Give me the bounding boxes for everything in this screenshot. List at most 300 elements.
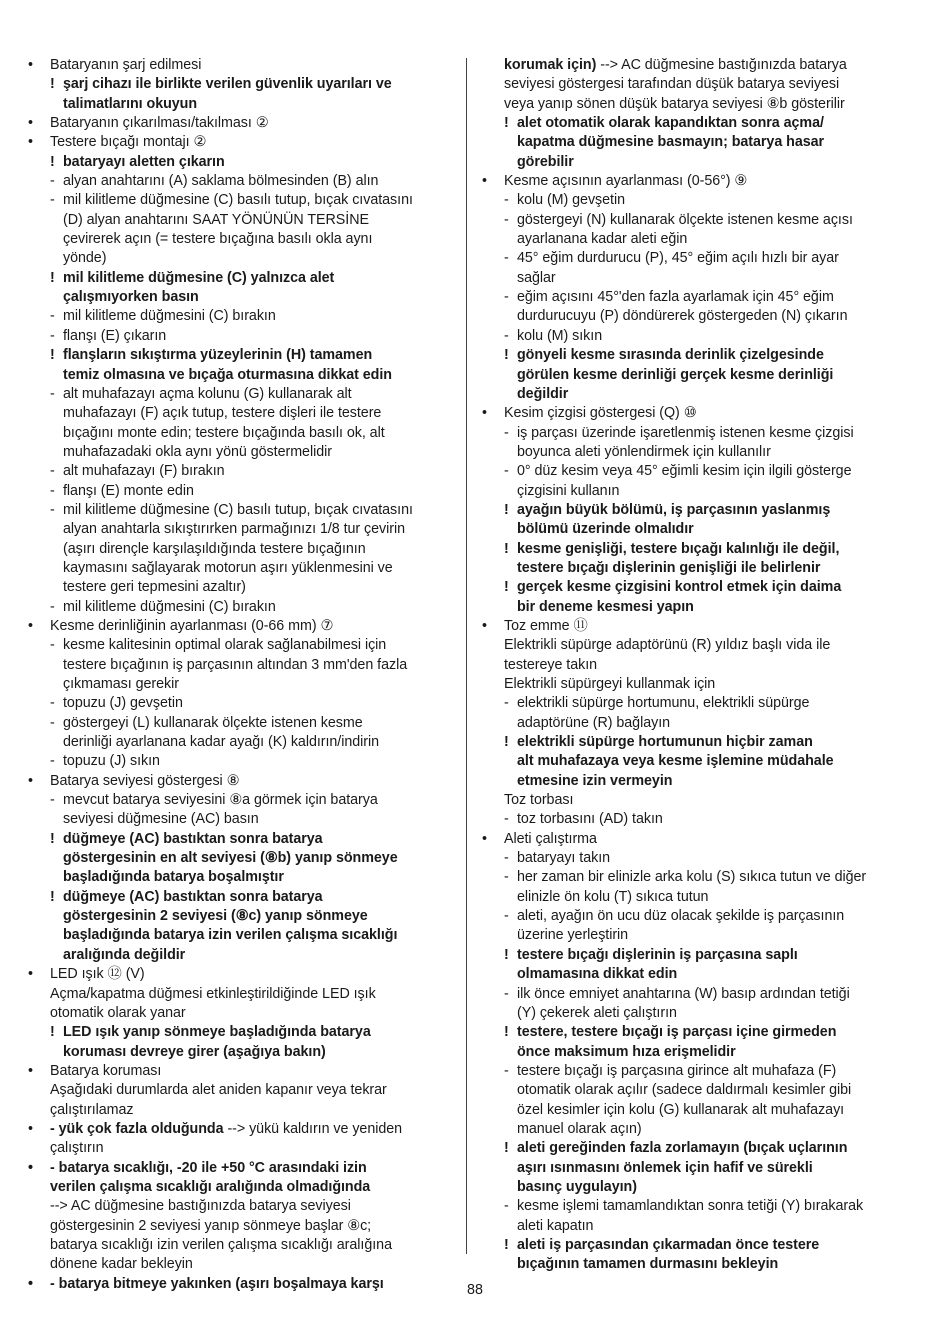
dash-marker: -	[504, 695, 509, 712]
bullet-item	[28, 114, 454, 133]
warning-continuation	[28, 288, 454, 307]
line-text: LED ışık ⑫ (V)	[50, 966, 145, 983]
line-text: mil kilitleme düğmesine (C) yalnızca alet	[63, 269, 335, 286]
warning-continuation	[482, 559, 912, 578]
dash-continuation	[28, 559, 454, 578]
line-text: Bataryanın çıkarılması/takılması ②	[50, 115, 269, 132]
line-text: mil kilitleme düğmesine (C) basılı tutup, bıçak cıvatasını	[63, 192, 413, 209]
dash-item	[482, 249, 912, 268]
dash-item	[28, 791, 454, 810]
dash-item	[482, 907, 912, 926]
left-column	[28, 56, 454, 1294]
line-text: Batarya koruması	[50, 1062, 162, 1079]
warning-continuation	[28, 95, 454, 114]
dash-item	[482, 191, 912, 210]
bullet-item	[482, 830, 912, 849]
line-text: aleti kapatın	[517, 1217, 594, 1234]
warning-continuation	[482, 133, 912, 152]
dash-continuation	[482, 443, 912, 462]
warning-marker: !	[50, 830, 55, 847]
dash-item	[28, 694, 454, 713]
normal-run: --> AC düğmesine bastığınızda batarya	[596, 57, 847, 73]
line-text: veya yanıp sönen düşük batarya seviyesi ⑧b gösterilir	[504, 95, 845, 112]
dash-item	[482, 327, 912, 346]
line-text: her zaman bir elinizle arka kolu (S) sıkıca tutun ve diğer	[517, 869, 867, 886]
mixed-text-line	[482, 56, 912, 75]
line-text: ayarlanana kadar aleti eğin	[517, 231, 688, 248]
dash-marker: -	[50, 792, 55, 809]
dash-marker: -	[504, 211, 509, 228]
line-text: Batarya seviyesi göstergesi ⑧	[50, 772, 240, 789]
warning-continuation	[28, 907, 454, 926]
warning-item	[28, 153, 454, 172]
bullet-item	[28, 133, 454, 152]
line-text: kapatma düğmesine basmayın; batarya hasar	[517, 134, 825, 151]
bullet-marker: •	[28, 134, 33, 151]
dash-marker: -	[504, 424, 509, 441]
line-text: verilen çalışma sıcaklığı aralığında olmadığında	[50, 1178, 371, 1195]
line-text: bataryayı takın	[517, 850, 611, 867]
warning-continuation	[28, 868, 454, 887]
line-text: muhafazadaki okla aynı yönü göstermelidir	[63, 443, 332, 460]
line-text: kesme genişliği, testere bıçağı kalınlığı ile değil,	[517, 540, 840, 557]
line-text: (Y) çekerek aleti çalıştırın	[517, 1004, 677, 1021]
text-line	[28, 1004, 454, 1023]
line-text: testereye takın	[504, 656, 598, 673]
warning-continuation	[482, 965, 912, 984]
line-text: aleti iş parçasından çıkarmadan önce testere	[517, 1236, 820, 1253]
line-text: çalıştırılamaz	[50, 1101, 134, 1118]
warning-item	[28, 75, 454, 94]
bullet-marker: •	[28, 772, 33, 789]
line-text: önce maksimum hıza erişmelidir	[517, 1043, 736, 1060]
line-text: şarj cihazı ile birlikte verilen güvenlik uyarıları ve	[63, 76, 392, 93]
dash-marker: -	[50, 501, 55, 518]
dash-item	[482, 211, 912, 230]
line-text: alyan anahtarla sıkıştırırken parmağınızı 1/8 tur çevirin	[63, 521, 406, 538]
warning-continuation	[28, 946, 454, 965]
line-text: testere bıçağı dişlerinin genişliği ile belirlenir	[517, 559, 821, 576]
line-text: testere, testere bıçağı iş parçası içine girmeden	[517, 1024, 837, 1041]
warning-continuation	[482, 385, 912, 404]
dash-item	[28, 501, 454, 520]
bullet-marker: •	[28, 1275, 33, 1292]
dash-item	[482, 810, 912, 829]
bullet-marker: •	[482, 830, 487, 847]
dash-marker: -	[50, 327, 55, 344]
dash-continuation	[28, 675, 454, 694]
bullet-item	[28, 1062, 454, 1081]
dash-continuation	[28, 540, 454, 559]
warning-continuation	[482, 1255, 912, 1274]
warning-item	[482, 114, 912, 133]
line-text: bölümü üzerinde olmalıdır	[517, 521, 694, 538]
warning-item	[28, 888, 454, 907]
warning-item	[28, 269, 454, 288]
dash-item	[482, 1197, 912, 1216]
text-line	[28, 1255, 454, 1274]
bullet-item	[28, 965, 454, 984]
line-text: testere bıçağı dişlerinin iş parçasına saplı	[517, 946, 798, 963]
dash-continuation	[28, 656, 454, 675]
text-line	[28, 1101, 454, 1120]
line-text: Elektrikli süpürge adaptörünü (R) yıldız başlı vida ile	[504, 637, 831, 654]
warning-item	[482, 1139, 912, 1158]
dash-item	[482, 288, 912, 307]
dash-continuation	[28, 733, 454, 752]
warning-continuation	[482, 520, 912, 539]
line-text: aralığında değildir	[63, 946, 186, 963]
line-text: göstergeyi (N) kullanarak ölçekte istenen kesme açısı	[517, 211, 853, 228]
warning-item	[482, 540, 912, 559]
line-text: alt muhafazaya veya kesme işlemine müdahale	[517, 753, 834, 770]
dash-continuation	[482, 1081, 912, 1100]
dash-marker: -	[50, 463, 55, 480]
text-line	[482, 675, 912, 694]
text-line	[482, 791, 912, 810]
line-text: başladığında batarya boşalmıştır	[63, 869, 284, 886]
bullet-item	[482, 404, 912, 423]
line-text: aleti, ayağın ön ucu düz olacak şekilde iş parçasının	[517, 908, 845, 925]
dash-marker: -	[50, 385, 55, 402]
dash-continuation	[482, 230, 912, 249]
line-text: Kesim çizgisi göstergesi (Q) ⑩	[504, 405, 697, 422]
warning-item	[482, 946, 912, 965]
column-divider	[466, 58, 467, 1254]
dash-continuation	[28, 404, 454, 423]
line-text: çalıştırın	[50, 1140, 104, 1157]
dash-item	[482, 424, 912, 443]
line-text: gönyeli kesme sırasında derinlik çizelgesinde	[517, 347, 824, 364]
bullet-item	[482, 172, 912, 191]
line-text: mil kilitleme düğmesini (C) bırakın	[63, 598, 276, 615]
dash-item	[28, 598, 454, 617]
line-text: koruması devreye girer (aşağıya bakın)	[63, 1043, 326, 1060]
text-line	[28, 1081, 454, 1100]
text-line	[28, 1139, 454, 1158]
line-text: manuel olarak açın)	[517, 1120, 642, 1137]
warning-continuation	[482, 1043, 912, 1062]
line-text: flanşı (E) monte edin	[63, 482, 194, 499]
line-text: elektrikli süpürge hortumunun hiçbir zaman	[517, 734, 813, 751]
text-line	[28, 1236, 454, 1255]
mixed-bullet-item	[28, 1120, 454, 1139]
dash-marker: -	[50, 308, 55, 325]
dash-item	[28, 327, 454, 346]
dash-marker: -	[50, 192, 55, 209]
bullet-marker: •	[28, 115, 33, 132]
line-text: elinizle ön kolu (T) sıkıca tutun	[517, 888, 709, 905]
warning-marker: !	[50, 153, 55, 170]
line-text: derinliği ayarlanana kadar ayağı (K) kaldırın/indirin	[63, 734, 380, 751]
line-text: Testere bıçağı montajı ②	[50, 134, 207, 151]
bold-run: - yük çok fazla olduğunda	[50, 1120, 224, 1137]
warning-item	[482, 1023, 912, 1042]
line-text: basınç uygulayın)	[517, 1178, 637, 1195]
line-text: toz torbasını (AD) takın	[517, 811, 663, 828]
warning-continuation	[482, 752, 912, 771]
line-text: çalışmıyorken basın	[63, 289, 199, 306]
line-text: bıçağını monte edin; testere bıçağında basılı ok, alt	[63, 424, 385, 441]
warning-continuation	[482, 1159, 912, 1178]
bullet-marker: •	[28, 1120, 33, 1137]
warning-continuation	[28, 366, 454, 385]
line-text: sağlar	[517, 269, 556, 286]
warning-continuation	[482, 598, 912, 617]
line-text: - batarya bitmeye yakınken (aşırı boşalmaya karşı	[50, 1275, 384, 1292]
page-number: 88	[467, 1282, 483, 1298]
line-text: Bataryanın şarj edilmesi	[50, 57, 202, 73]
line-text: kaymasını sağlayarak motorun aşırı yüklenmesini ve	[63, 559, 393, 576]
line-text: Toz torbası	[504, 792, 574, 809]
line-text: --> AC düğmesine bastığınızda batarya seviyesi	[50, 1198, 351, 1215]
line-text: 45° eğim durdurucu (P), 45° eğim açılı hızlı bir ayar	[517, 250, 839, 267]
dash-marker: -	[504, 811, 509, 828]
line-text: kolu (M) gevşetin	[517, 192, 626, 209]
bullet-marker: •	[28, 966, 33, 983]
warning-marker: !	[504, 1024, 509, 1041]
warning-marker: !	[504, 1140, 509, 1157]
bullet-item	[28, 617, 454, 636]
line-text: alt muhafazayı açma kolunu (G) kullanarak alt	[63, 385, 352, 402]
line-text: göstergesinin en alt seviyesi (⑧b) yanıp sönmeye	[63, 850, 398, 867]
line-text: topuzu (J) gevşetin	[63, 695, 183, 712]
warning-marker: !	[50, 1024, 55, 1041]
warning-continuation	[28, 849, 454, 868]
dash-marker: -	[50, 637, 55, 654]
text-line	[482, 636, 912, 655]
dash-continuation	[482, 714, 912, 733]
right-column	[482, 56, 912, 1275]
dash-item	[28, 172, 454, 191]
line-text: temiz olmasına ve bıçağa oturmasına dikkat edin	[63, 366, 392, 383]
line-text: 0° düz kesim veya 45° eğimli kesim için ilgili gösterge	[517, 463, 852, 480]
warning-item	[482, 346, 912, 365]
dash-item	[482, 1062, 912, 1081]
warning-continuation	[482, 153, 912, 172]
dash-marker: -	[50, 695, 55, 712]
line-text: otomatik olarak yanar	[50, 1004, 186, 1021]
line-text: kesme kalitesinin optimal olarak sağlanabilmesi için	[63, 637, 387, 654]
dash-continuation	[482, 1004, 912, 1023]
dash-marker: -	[504, 327, 509, 344]
line-text: aşırı ısınmasını önlemek için hafif ve sürekli	[517, 1159, 813, 1176]
line-text: göstergeyi (L) kullanarak ölçekte istenen kesme	[63, 714, 363, 731]
bullet-marker: •	[28, 57, 33, 73]
line-text: topuzu (J) sıkın	[63, 753, 160, 770]
line-text: ayağın büyük bölümü, iş parçasının yaslanmış	[517, 501, 831, 518]
line-text: otomatik olarak açılır (sadece daldırmalı kesimler gibi	[517, 1082, 852, 1099]
dash-continuation	[28, 211, 454, 230]
warning-marker: !	[50, 347, 55, 364]
warning-item	[482, 501, 912, 520]
warning-item	[28, 346, 454, 365]
line-text: aleti gereğinden fazla zorlamayın (bıçak uçlarının	[517, 1140, 848, 1157]
warning-marker: !	[50, 76, 55, 93]
warning-marker: !	[50, 888, 55, 905]
line-text: görülen kesme derinliği gerçek kesme derinliği	[517, 366, 834, 383]
line-text: talimatlarını okuyun	[63, 95, 198, 112]
warning-marker: !	[504, 115, 509, 132]
bullet-marker: •	[482, 173, 487, 190]
line-text: Aleti çalıştırma	[504, 830, 597, 847]
dash-item	[28, 752, 454, 771]
dash-marker: -	[504, 1062, 509, 1079]
line-text: (aşırı dirençle karşılaşıldığında testere bıçağının	[63, 540, 366, 557]
dash-marker: -	[504, 1198, 509, 1215]
line-text: eğim açısını 45°'den fazla ayarlamak için 45° eğim	[517, 289, 834, 306]
line-text: ilk önce emniyet anahtarına (W) basıp ardından tetiği	[517, 985, 850, 1002]
line-text: testere bıçağı iş parçasına girince alt muhafaza (F)	[517, 1062, 837, 1079]
warning-continuation	[482, 366, 912, 385]
warning-marker: !	[504, 579, 509, 596]
line-text: Elektrikli süpürgeyi kullanmak için	[504, 676, 716, 692]
line-text: testere bıçağının iş parçasının altından 3 mm'den fazla	[63, 656, 408, 673]
line-text: etmesine izin vermeyin	[517, 772, 673, 789]
line-text: çizgisini kullanın	[517, 482, 620, 499]
line-text: - batarya sıcaklığı, -20 ile +50 °C arasındaki izin	[50, 1159, 367, 1176]
dash-continuation	[482, 926, 912, 945]
text-line	[482, 75, 912, 94]
text-line	[28, 1217, 454, 1236]
warning-marker: !	[504, 946, 509, 963]
dash-marker: -	[504, 289, 509, 306]
line-text: Açma/kapatma düğmesi etkinleştirildiğinde LED ışık	[50, 985, 376, 1002]
bullet-marker: •	[28, 1159, 33, 1176]
warning-item	[482, 578, 912, 597]
line-text: boyunca aleti yönlendirmek için kullanılır	[517, 443, 771, 460]
dash-continuation	[28, 520, 454, 539]
line-text: mevcut batarya seviyesini ⑧a görmek için batarya	[63, 792, 378, 809]
warning-continuation	[482, 772, 912, 791]
text-line	[28, 985, 454, 1004]
dash-item	[482, 694, 912, 713]
line-text: Kesme derinliğinin ayarlanması (0-66 mm) ⑦	[50, 617, 334, 634]
line-text: flanşların sıkıştırma yüzeylerinin (H) tamamen	[63, 347, 373, 364]
line-text: testere geri tepmesini azaltır)	[63, 579, 246, 596]
line-text: alet otomatik olarak kapandıktan sonra açma/	[517, 115, 824, 132]
line-text: muhafazayı (F) açık tutup, testere dişleri ile testere	[63, 405, 382, 422]
line-text: göstergesinin 2 seviyesi (⑧c) yanıp sönmeye	[63, 908, 368, 925]
bullet-marker: •	[482, 617, 487, 634]
dash-item	[482, 868, 912, 887]
warning-continuation	[28, 926, 454, 945]
line-text: düğmeye (AC) bastıktan sonra batarya	[63, 888, 323, 905]
dash-continuation	[482, 888, 912, 907]
line-text: elektrikli süpürge hortumunu, elektrikli süpürge	[517, 695, 810, 712]
line-text: (D) alyan anahtarını SAAT YÖNÜNÜN TERSİNE	[63, 211, 369, 228]
line-text: düğmeye (AC) bastıktan sonra batarya	[63, 830, 323, 847]
dash-continuation	[28, 424, 454, 443]
dash-marker: -	[50, 598, 55, 615]
dash-marker: -	[504, 908, 509, 925]
line-text: gerçek kesme çizgisini kontrol etmek için daima	[517, 579, 842, 596]
dash-marker: -	[504, 192, 509, 209]
dash-marker: -	[50, 173, 55, 190]
line-text: iş parçası üzerinde işaretlenmiş istenen kesme çizgisi	[517, 424, 854, 441]
dash-continuation	[28, 230, 454, 249]
warning-continuation	[482, 1178, 912, 1197]
dash-marker: -	[50, 753, 55, 770]
line-text: çıkmaması gerekir	[63, 676, 179, 692]
line-text: bir deneme kesmesi yapın	[517, 598, 694, 615]
warning-marker: !	[504, 734, 509, 751]
bullet-marker: •	[28, 1062, 33, 1079]
line-text: bataryayı aletten çıkarın	[63, 153, 225, 170]
dash-item	[28, 482, 454, 501]
dash-continuation	[28, 249, 454, 268]
bold-run: korumak için)	[504, 57, 597, 73]
dash-continuation	[482, 307, 912, 326]
line-text: bıçağının tamamen durmasını bekleyin	[517, 1256, 779, 1273]
dash-marker: -	[50, 714, 55, 731]
dash-item	[28, 636, 454, 655]
dash-item	[28, 462, 454, 481]
dash-item	[28, 191, 454, 210]
warning-item	[28, 1023, 454, 1042]
line-text: mil kilitleme düğmesini (C) bırakın	[63, 308, 276, 325]
bullet-item	[482, 617, 912, 636]
warning-item	[482, 1236, 912, 1255]
line-text: adaptörüne (R) bağlayın	[517, 714, 671, 731]
line-text	[28, 1120, 454, 1139]
line-text: üzerine yerleştirin	[517, 927, 629, 944]
line-text: durdurucuyu (P) döndürerek göstergeden (N) çıkarın	[517, 308, 848, 325]
dash-item	[28, 714, 454, 733]
dash-item	[482, 462, 912, 481]
dash-marker: -	[504, 463, 509, 480]
line-text: flanşı (E) çıkarın	[63, 327, 167, 344]
dash-marker: -	[504, 869, 509, 886]
line-text: alyan anahtarını (A) saklama bölmesinden (B) alın	[63, 173, 379, 190]
line-text: yönde)	[63, 250, 107, 267]
line-text: alt muhafazayı (F) bırakın	[63, 463, 225, 480]
dash-continuation	[482, 1101, 912, 1120]
line-text: mil kilitleme düğmesine (C) basılı tutup, bıçak cıvatasını	[63, 501, 413, 518]
line-text: kolu (M) sıkın	[517, 327, 603, 344]
bold-text-line	[28, 1178, 454, 1197]
warning-marker: !	[504, 540, 509, 557]
bullet-marker: •	[28, 617, 33, 634]
line-text: batarya sıcaklığı izin verilen çalışma sıcaklığı aralığına	[50, 1236, 392, 1253]
dash-marker: -	[50, 482, 55, 499]
line-text: görebilir	[517, 153, 574, 170]
warning-item	[482, 733, 912, 752]
dash-item	[28, 385, 454, 404]
line-text: özel kesimler için kolu (G) kullanarak alt muhafazayı	[517, 1101, 845, 1118]
dash-continuation	[482, 482, 912, 501]
line-text: Kesme açısının ayarlanması (0-56°) ⑨	[504, 173, 748, 190]
line-text: seviyesi göstergesi tarafından düşük batarya seviyesi	[504, 76, 840, 93]
warning-marker: !	[50, 269, 55, 286]
line-text: Aşağıdaki durumlarda alet aniden kapanır veya tekrar	[50, 1082, 387, 1099]
dash-item	[28, 307, 454, 326]
warning-marker: !	[504, 501, 509, 518]
text-line	[482, 95, 912, 114]
line-text: olmamasına dikkat edin	[517, 966, 678, 983]
text-line	[28, 1197, 454, 1216]
warning-continuation	[28, 1043, 454, 1062]
warning-marker: !	[504, 347, 509, 364]
bullet-item	[28, 56, 454, 75]
text-line	[482, 656, 912, 675]
line-text: değildir	[517, 385, 569, 402]
dash-continuation	[28, 810, 454, 829]
bullet-item	[28, 772, 454, 791]
line-text: Toz emme ⑪	[504, 617, 588, 634]
dash-continuation	[482, 269, 912, 288]
dash-continuation	[482, 1120, 912, 1139]
